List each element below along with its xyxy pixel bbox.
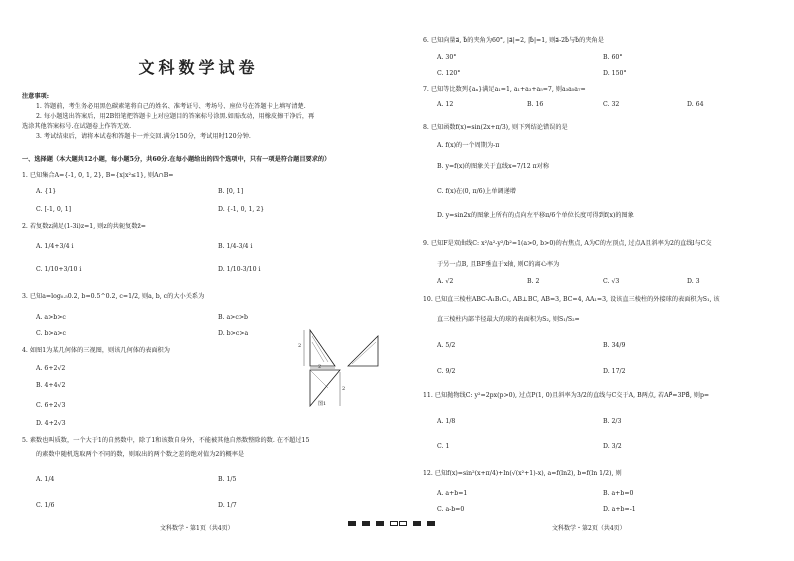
q8-stem: 8. 已知函数f(x)=sin(2x+π/3), 则下列结论错误的是 [423,124,568,131]
q5-option-c: C. 1/6 [36,502,55,509]
q5-option-a: A. 1/4 [36,476,55,483]
q1-option-a: A. {1} [36,188,57,195]
q2-option-c: C. 1/10+3/10 i [36,266,82,273]
q8-option-d: D. y=sin2x的图象上所有的点向左平移π/6个单位长度可得到f(x)的图象 [437,212,634,219]
notice-heading: 注意事项: [22,93,50,100]
three-view-figure [290,328,382,410]
q2-option-a: A. 1/4+3/4 i [36,243,74,250]
q6-option-a: A. 30° [437,54,457,61]
page-footer: 文科数学・第2页（共4页） [552,525,626,532]
q9-option-d: D. 3 [687,278,700,285]
q11-stem: 11. 已知抛物线C: y²=2px(p>0), 过点P(1, 0)且斜率为3/2的直线与C交于A, B两点, 若AP⃗=3PB⃗, 则p= [423,392,710,399]
q7-option-b: B. 16 [527,101,544,108]
q12-option-c: C. a-b=0 [437,506,465,513]
q12-option-d: D. a+b=-1 [603,506,636,513]
q4-dim-bottom: 2 [318,364,322,370]
q2-stem: 2. 若复数z满足(1-3i)z=1, 则z的共轭复数z̄= [22,223,146,230]
q9-option-c: C. √3 [603,278,620,285]
q4-stem: 4. 如图1为某几何体的三视图，则该几何体的表面积为 [22,347,170,354]
q4-option-d: D. 4+2√3 [36,420,66,427]
q3-stem: 3. 已知a=log₀.₅0.2, b=0.5^0.2, c=1/2, 则a, b, c的大小关系为 [22,293,205,300]
q6-stem: 6. 已知向量a⃗, b⃗的夹角为60°, |a⃗|=2, |b⃗|=1, 则a⃗-2b⃗与b⃗的夹角是 [423,37,604,44]
q3-option-d: D. b>c>a [218,330,249,337]
page-title: 文科数学试卷 [138,58,259,77]
binding-mark [413,521,421,526]
binding-mark [362,521,370,526]
q7-stem: 7. 已知等比数列{aₙ}满足a₁=1, a₁+a₃+a₅=7, 则a₃a₅a₇= [423,86,586,93]
q11-option-b: B. 2/3 [603,418,622,425]
page-footer: 文科数学・第1页（共4页） [160,525,234,532]
q1-option-c: C. [-1, 0, 1] [36,206,72,213]
q7-option-a: A. 12 [437,101,454,108]
q12-stem: 12. 已知f(x)=sin²(x+π/4)+ln(√(x²+1)-x), a=f(ln2), b=f(ln 1/2), 则 [423,470,622,477]
q6-option-c: C. 120° [437,70,461,77]
q7-option-d: D. 64 [687,101,704,108]
q3-option-b: B. a>c>b [218,314,248,321]
notice-line-4: 3. 考试结束后，请将本试卷和答题卡一并交回.满分150分，考试用时120分钟. [36,133,251,140]
q8-option-a: A. f(x)的一个周期为-π [437,142,500,149]
q10-stem-2: 直三棱柱内部半径最大的球的表面积为S₂, 则S₁/S₂= [437,316,580,323]
q8-option-b: B. y=f(x)的图象关于直线x=7/12 π对称 [437,163,550,170]
q8-option-c: C. f(x)在(0, π/6)上单调递增 [437,188,516,195]
binding-mark [348,521,356,526]
q10-option-d: D. 17/2 [603,368,626,375]
q10-stem-1: 10. 已知直三棱柱ABC-A₁B₁C₁, AB⊥BC, AB=3, BC=4, AA₁=3, 设该直三棱柱的外接球的表面积为S₁, 该 [423,296,720,303]
q2-option-d: D. 1/10-3/10 i [218,266,261,273]
q1-option-b: B. [0, 1] [218,188,244,195]
q9-stem-2: 于另一点B, 且BF垂直于x轴, 则C的离心率为 [437,261,560,268]
q10-option-c: C. 9/2 [437,368,456,375]
q9-option-b: B. 2 [527,278,540,285]
q5-option-b: B. 1/5 [218,476,237,483]
binding-mark [427,521,435,526]
q12-option-a: A. a+b=1 [437,490,468,497]
figure-caption: 图1 [318,401,327,407]
q4-option-a: A. 6+2√2 [36,365,66,372]
q10-option-a: A. 5/2 [437,342,456,349]
q5-option-d: D. 1/7 [218,502,237,509]
q4-option-b: B. 4+4√2 [36,382,66,389]
q7-option-c: C. 32 [603,101,620,108]
q9-option-a: A. √2 [437,278,454,285]
q4-dim-left: 2 [298,343,302,349]
section-heading: 一、选择题（本大题共12小题，每小题5分，共60分.在每小题给出的四个选项中，只有一项是符合题目要求的） [22,156,331,163]
q12-option-b: B. a+b=0 [603,490,634,497]
q1-stem: 1. 已知集合A={-1, 0, 1, 2}, B={x|x²≤1}, 则A∩B= [22,172,174,179]
notice-line-3: 选涂其他答案标号.在试题卷上作答无效. [22,123,132,130]
q4-option-c: C. 6+2√3 [36,402,66,409]
notice-line-1: 1. 答题前，考生务必用黑色碳素笔将自己的姓名、准考证号、考场号、座位号在答题卡上填写清楚. [36,103,306,110]
binding-mark [376,521,384,526]
q6-option-b: B. 60° [603,54,623,61]
q1-option-d: D. {-1, 0, 1, 2} [218,206,265,213]
q3-option-a: A. a>b>c [36,314,66,321]
q10-option-b: B. 34/9 [603,342,626,349]
q3-option-c: C. b>a>c [36,330,66,337]
q2-option-b: B. 1/4-3/4 i [218,243,253,250]
q9-stem-1: 9. 已知F是双曲线C: x²/a²-y²/b²=1(a>0, b>0)的右焦点, A为C的左顶点, 过点A且斜率为2的直线l与C交 [423,240,712,247]
right-page [397,0,794,561]
q6-option-d: D. 150° [603,70,627,77]
q5-stem-1: 5. 素数也叫质数，一个大于1的自然数中，除了1和该数自身外，不能被其他自然数整除的数. 在不超过15 [22,437,310,444]
binding-mark [399,521,407,526]
q11-option-a: A. 1/8 [437,418,456,425]
notice-line-2: 2. 每小题选出答案后，用2B铅笔把答题卡上对应题目的答案标号涂黑.如需改动，用橡皮擦干净后，再 [36,113,315,120]
q11-option-d: D. 3/2 [603,443,622,450]
q5-stem-2: 的素数中随机选取两个不同的数，则取出的两个数之差的绝对值为2的概率是 [36,451,245,458]
q4-dim-right: 2 [342,386,346,392]
q11-option-c: C. 1 [437,443,450,450]
